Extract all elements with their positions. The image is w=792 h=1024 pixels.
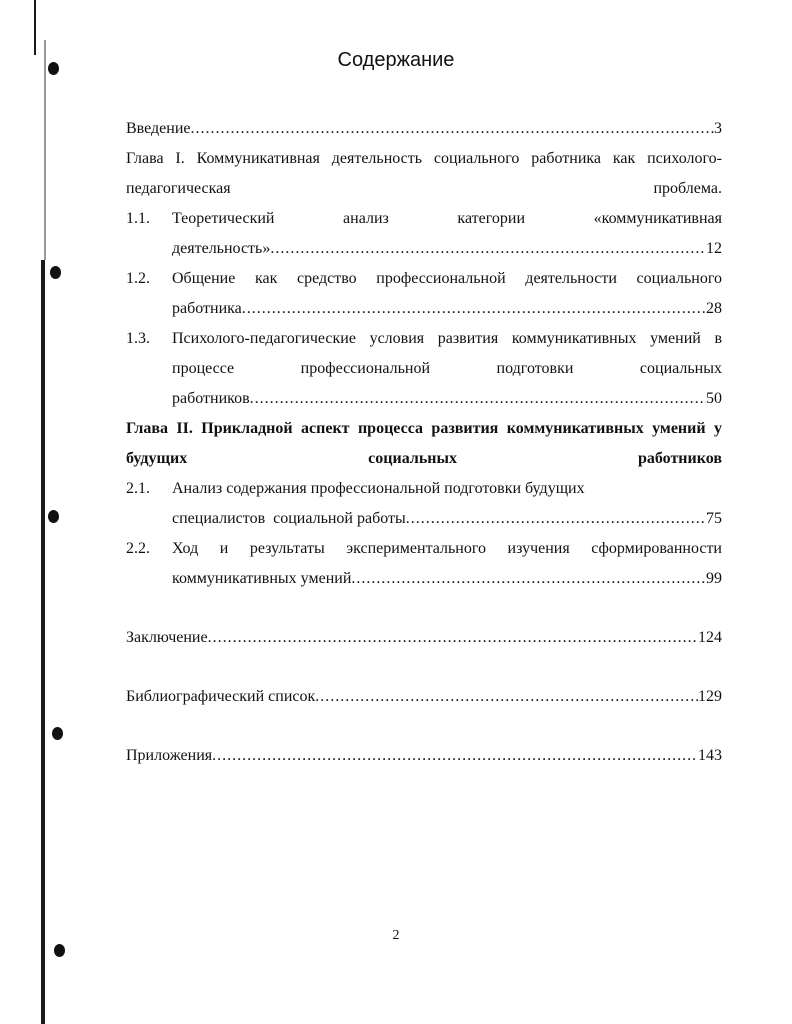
toc-page: 99: [706, 570, 722, 587]
toc-label: Введение: [126, 120, 191, 137]
toc-text: Психолого-педагогические условия развития коммуникативных умений в процессе профессиональной подготовки социальных: [172, 330, 722, 377]
toc-page: 3: [714, 120, 722, 137]
toc-leader: [242, 294, 706, 324]
toc-leader: [406, 504, 706, 534]
toc-leader: [270, 234, 706, 264]
toc-number: 1.2.: [126, 270, 150, 287]
toc-page: 129: [698, 688, 722, 705]
toc-number: 2.1.: [126, 480, 150, 497]
toc-page: 124: [698, 629, 722, 646]
toc-entry-2-2: [126, 534, 722, 594]
toc-page: 75: [706, 510, 722, 527]
toc-leader: [351, 564, 706, 594]
toc-label: деятельность»: [172, 240, 271, 257]
toc-leader: [191, 114, 715, 144]
binding-hole: [48, 510, 59, 523]
toc-chapter-1-title: Глава I. Коммуникативная деятельность социального работника как психолого-педагогическая проблема.: [126, 150, 722, 197]
page-title: Содержание: [337, 49, 455, 71]
toc-label: Заключение: [126, 629, 208, 646]
binding-hole: [52, 727, 63, 740]
toc-leader: [250, 384, 706, 414]
toc-leader: [315, 682, 698, 712]
toc-text: Ход и результаты экспериментального изучения сформированности: [172, 540, 722, 557]
toc-chapter-2-title: Глава II. Прикладной аспект процесса развития коммуникативных умений у будущих социальных работников: [126, 420, 722, 467]
toc-entry-1-3: [126, 324, 722, 414]
toc-text: Общение как средство профессиональной деятельности социального: [172, 270, 722, 287]
toc-label: работников: [172, 390, 250, 407]
toc-number: 2.2.: [126, 540, 150, 557]
page-number: 2: [392, 928, 400, 943]
toc-label: работника: [172, 300, 242, 317]
toc-number: 1.1.: [126, 210, 150, 227]
toc-text: Теоретический анализ категории «коммуникативная: [172, 210, 722, 227]
toc-label: специалистов социальной работы: [172, 510, 406, 527]
toc-entry-bibliography: [126, 682, 722, 712]
toc-entry-2-1: [126, 474, 722, 534]
toc-page: 50: [706, 390, 722, 407]
binding-hole: [50, 266, 61, 279]
toc-entry-appendices: [126, 741, 722, 771]
scan-edge-binding: [41, 260, 45, 1024]
toc-label: Приложения: [126, 747, 213, 764]
scan-edge-top: [34, 0, 36, 55]
toc-entry-1-2: [126, 264, 722, 324]
toc-text: Анализ содержания профессиональной подготовки будущих: [172, 480, 585, 497]
binding-hole: [54, 944, 65, 957]
toc-leader: [208, 623, 698, 653]
toc-entry-conclusion: [126, 623, 722, 653]
toc-number: 1.3.: [126, 330, 150, 347]
toc-label: Библиографический список: [126, 688, 316, 705]
toc-page: 143: [698, 747, 722, 764]
toc-entry-1-1: [126, 204, 722, 264]
toc-entry-intro: [126, 114, 722, 144]
toc-page: 12: [706, 240, 722, 257]
scan-edge-gray: [44, 40, 46, 260]
table-of-contents: [126, 114, 722, 771]
toc-leader: [212, 741, 698, 771]
toc-label: коммуникативных умений: [172, 570, 352, 587]
toc-page: 28: [706, 300, 722, 317]
